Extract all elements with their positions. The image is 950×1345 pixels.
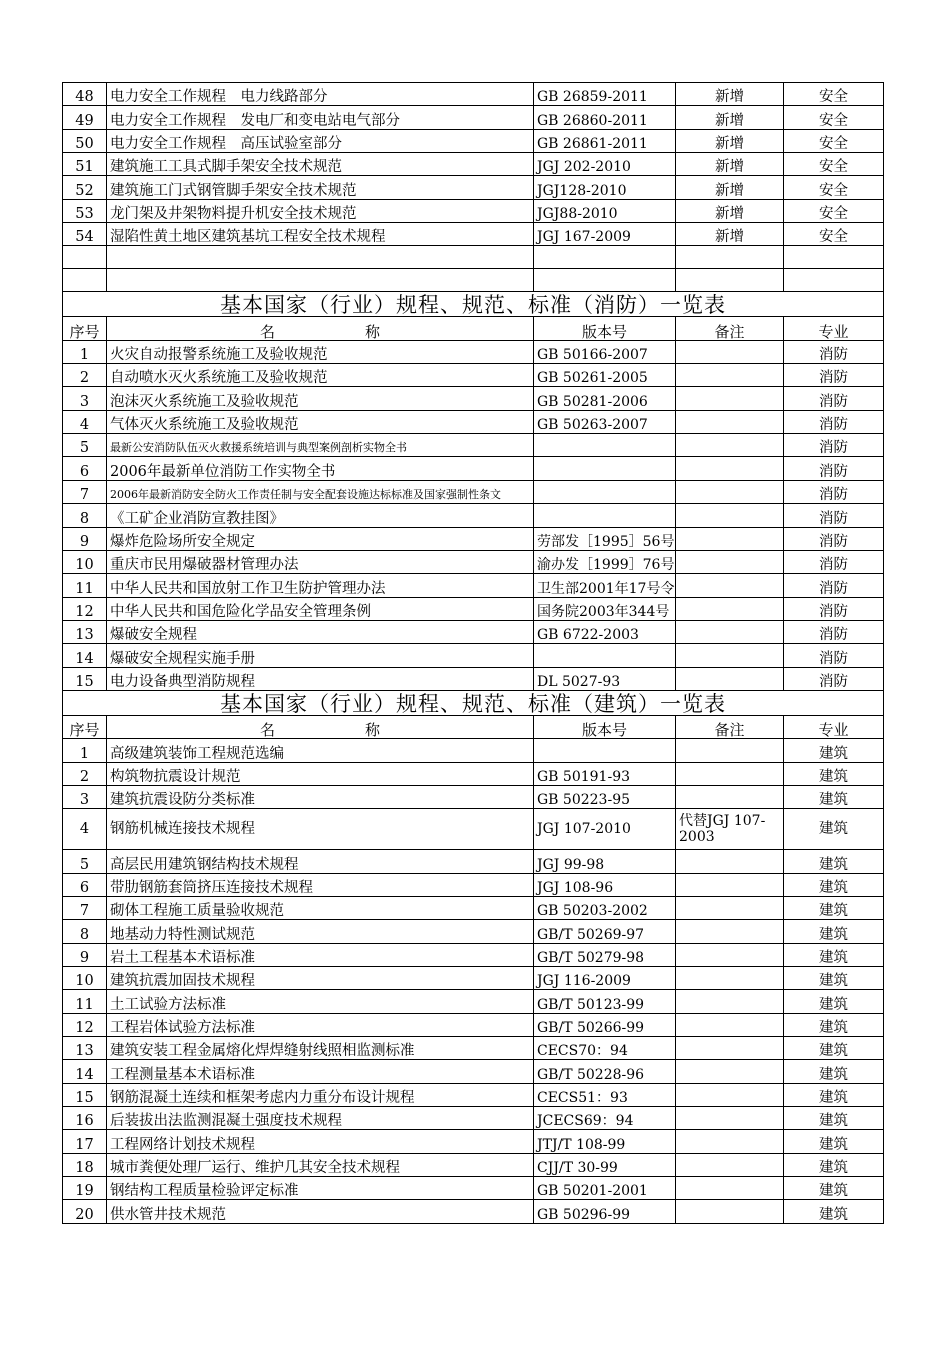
table-row	[63, 644, 884, 667]
table-row	[63, 1037, 884, 1060]
empty-cell	[676, 269, 784, 292]
table-row	[63, 106, 884, 129]
standard-name: 高层民用建筑钢结构技术规程	[107, 850, 534, 873]
standard-version: JTJ/T 108-99	[534, 1130, 676, 1153]
standard-category: 建筑	[784, 1013, 884, 1036]
empty-cell	[534, 269, 676, 292]
row-number: 48	[63, 83, 107, 106]
standard-category: 消防	[784, 434, 884, 457]
standard-name: 湿陷性黄土地区建筑基坑工程安全技术规程	[107, 223, 534, 246]
standard-category: 消防	[784, 667, 884, 690]
standard-name: 电力安全工作规程 高压试验室部分	[107, 129, 534, 152]
standard-name: 爆炸危险场所安全规定	[107, 527, 534, 550]
table-row	[63, 990, 884, 1013]
row-number: 51	[63, 153, 107, 176]
standard-note	[676, 1107, 784, 1130]
standard-category: 消防	[784, 527, 884, 550]
row-number: 7	[63, 480, 107, 503]
standard-category: 消防	[784, 340, 884, 363]
standard-name: 工程岩体试验方法标准	[107, 1013, 534, 1036]
standard-name: 构筑物抗震设计规范	[107, 762, 534, 785]
table-row	[63, 410, 884, 433]
standard-category: 建筑	[784, 1200, 884, 1223]
standard-name: 中华人民共和国放射工作卫生防护管理办法	[107, 574, 534, 597]
standard-name: 自动喷水灭火系统施工及验收规范	[107, 364, 534, 387]
standard-version: GB 26859-2011	[534, 83, 676, 106]
empty-cell	[63, 246, 107, 269]
standard-name: 电力安全工作规程 发电厂和变电站电气部分	[107, 106, 534, 129]
standard-note	[676, 597, 784, 620]
standard-category: 消防	[784, 410, 884, 433]
standard-version: 国务院2003年344号	[534, 597, 676, 620]
row-number: 20	[63, 1200, 107, 1223]
table-row	[63, 762, 884, 785]
standard-version: JGJ 107-2010	[534, 809, 676, 850]
row-number: 10	[63, 967, 107, 990]
standard-category: 建筑	[784, 920, 884, 943]
standard-version: JGJ 108-96	[534, 873, 676, 896]
standard-note	[676, 1083, 784, 1106]
standard-name: 2006年最新单位消防工作实物全书	[107, 457, 534, 480]
standard-category: 安全	[784, 129, 884, 152]
standard-version: CECS51：93	[534, 1083, 676, 1106]
standard-name: 建筑施工工具式脚手架安全技术规范	[107, 153, 534, 176]
standard-name: 火灾自动报警系统施工及验收规范	[107, 340, 534, 363]
standard-category: 安全	[784, 106, 884, 129]
table-row	[63, 340, 884, 363]
standard-category: 建筑	[784, 1107, 884, 1130]
standard-version: CJJ/T 30-99	[534, 1153, 676, 1176]
standard-name: 高级建筑装饰工程规范选编	[107, 739, 534, 762]
row-number: 6	[63, 457, 107, 480]
table-row	[63, 620, 884, 643]
row-number: 54	[63, 223, 107, 246]
standard-category: 建筑	[784, 1130, 884, 1153]
section-title-row	[63, 292, 884, 317]
standard-version: 渝办发［1999］76号	[534, 550, 676, 573]
header-note: 备注	[676, 715, 784, 738]
standard-name: 2006年最新消防安全防火工作责任制与安全配套设施达标标准及国家强制性条文	[107, 480, 534, 503]
standard-version: 劳部发［1995］56号	[534, 527, 676, 550]
standard-note	[676, 1130, 784, 1153]
standard-note	[676, 967, 784, 990]
empty-cell	[107, 246, 534, 269]
standard-name: 气体灭火系统施工及验收规范	[107, 410, 534, 433]
header-row	[63, 715, 884, 738]
row-number: 49	[63, 106, 107, 129]
standard-note	[676, 340, 784, 363]
table-row	[63, 457, 884, 480]
standard-name: 建筑安装工程金属熔化焊焊缝射线照相监测标准	[107, 1037, 534, 1060]
standard-version	[534, 480, 676, 503]
row-number: 14	[63, 644, 107, 667]
header-number: 序号	[63, 715, 107, 738]
standard-name: 土工试验方法标准	[107, 990, 534, 1013]
standard-category: 消防	[784, 597, 884, 620]
row-number: 8	[63, 504, 107, 527]
standard-note	[676, 762, 784, 785]
row-number: 4	[63, 809, 107, 850]
standard-note	[676, 1153, 784, 1176]
table-row	[63, 176, 884, 199]
standard-version: 卫生部2001年17号令	[534, 574, 676, 597]
standard-version	[534, 457, 676, 480]
standard-note: 新增	[676, 129, 784, 152]
table-row	[63, 1153, 884, 1176]
table-row	[63, 1130, 884, 1153]
table-row	[63, 896, 884, 919]
row-number: 5	[63, 434, 107, 457]
standard-note	[676, 410, 784, 433]
standard-note	[676, 527, 784, 550]
standard-version: JGJ 99-98	[534, 850, 676, 873]
standard-version: GB/T 50266-99	[534, 1013, 676, 1036]
header-name	[107, 317, 534, 340]
standard-note	[676, 574, 784, 597]
table-row	[63, 504, 884, 527]
standard-version: GB 50263-2007	[534, 410, 676, 433]
header-note: 备注	[676, 317, 784, 340]
standard-version	[534, 739, 676, 762]
standard-version: JGJ 202-2010	[534, 153, 676, 176]
standard-category: 消防	[784, 387, 884, 410]
standard-note	[676, 1200, 784, 1223]
header-category: 专业	[784, 317, 884, 340]
section-title-row	[63, 690, 884, 715]
standards-sheet	[62, 82, 883, 1224]
standard-name: 电力设备典型消防规程	[107, 667, 534, 690]
standard-note	[676, 943, 784, 966]
table-row	[63, 223, 884, 246]
header-version: 版本号	[534, 317, 676, 340]
standard-version: GB 6722-2003	[534, 620, 676, 643]
standard-name: 地基动力特性测试规范	[107, 920, 534, 943]
row-number: 3	[63, 785, 107, 808]
standard-version: JCECS69：94	[534, 1107, 676, 1130]
row-number: 2	[63, 364, 107, 387]
standard-note: 新增	[676, 153, 784, 176]
row-number: 4	[63, 410, 107, 433]
standard-note	[676, 364, 784, 387]
table-row	[63, 434, 884, 457]
header-name-text	[260, 324, 380, 340]
standard-note	[676, 896, 784, 919]
table-row	[63, 550, 884, 573]
row-number: 2	[63, 762, 107, 785]
standard-category: 建筑	[784, 762, 884, 785]
standard-category: 建筑	[784, 1177, 884, 1200]
table-row	[63, 1013, 884, 1036]
standard-name: 最新公安消防队伍灭火救援系统培训与典型案例剖析实物全书	[107, 434, 534, 457]
standard-note	[676, 457, 784, 480]
header-name-text	[260, 722, 380, 738]
row-number: 18	[63, 1153, 107, 1176]
row-number: 17	[63, 1130, 107, 1153]
standard-name: 建筑抗震设防分类标准	[107, 785, 534, 808]
standard-version: GB 50203-2002	[534, 896, 676, 919]
standard-note	[676, 1177, 784, 1200]
standard-category: 建筑	[784, 1060, 884, 1083]
standard-name: 建筑抗震加固技术规程	[107, 967, 534, 990]
table-row	[63, 873, 884, 896]
standard-name: 《工矿企业消防宣教挂图》	[107, 504, 534, 527]
section-title: 基本国家（行业）规程、规范、标准（建筑）一览表	[63, 690, 884, 715]
standard-version: GB 50191-93	[534, 762, 676, 785]
standard-name: 爆破安全规程实施手册	[107, 644, 534, 667]
row-number: 3	[63, 387, 107, 410]
table-row	[63, 667, 884, 690]
standard-category: 建筑	[784, 809, 884, 850]
header-name	[107, 715, 534, 738]
standard-name: 电力安全工作规程 电力线路部分	[107, 83, 534, 106]
empty-row	[63, 246, 884, 269]
table-row	[63, 574, 884, 597]
row-number: 15	[63, 667, 107, 690]
standard-category: 建筑	[784, 896, 884, 919]
standard-note	[676, 434, 784, 457]
row-number: 12	[63, 597, 107, 620]
section-title: 基本国家（行业）规程、规范、标准（消防）一览表	[63, 292, 884, 317]
row-number: 1	[63, 340, 107, 363]
standard-version: GB 50223-95	[534, 785, 676, 808]
standard-category: 安全	[784, 223, 884, 246]
standard-category: 建筑	[784, 739, 884, 762]
standard-version: GB/T 50269-97	[534, 920, 676, 943]
standard-category: 消防	[784, 620, 884, 643]
table-row	[63, 785, 884, 808]
standard-version: JGJ 116-2009	[534, 967, 676, 990]
empty-cell	[63, 269, 107, 292]
standard-category: 建筑	[784, 1153, 884, 1176]
table-row	[63, 1200, 884, 1223]
standard-version: GB 26861-2011	[534, 129, 676, 152]
standard-name: 后装拔出法监测混凝土强度技术规程	[107, 1107, 534, 1130]
standard-note	[676, 1060, 784, 1083]
standard-note	[676, 504, 784, 527]
standard-note	[676, 387, 784, 410]
empty-cell	[784, 269, 884, 292]
row-number: 9	[63, 527, 107, 550]
standard-note: 新增	[676, 176, 784, 199]
standard-note	[676, 739, 784, 762]
standard-category: 消防	[784, 364, 884, 387]
standard-name: 供水管井技术规范	[107, 1200, 534, 1223]
standard-note: 新增	[676, 199, 784, 222]
standard-note	[676, 920, 784, 943]
standard-version: GB 50281-2006	[534, 387, 676, 410]
header-name-char-a: 名	[260, 322, 318, 341]
standard-version: CECS70：94	[534, 1037, 676, 1060]
standard-name: 龙门架及井架物料提升机安全技术规范	[107, 199, 534, 222]
standard-category: 消防	[784, 574, 884, 597]
standard-note	[676, 620, 784, 643]
header-name-char-b: 称	[364, 322, 380, 341]
table-row	[63, 1177, 884, 1200]
standard-name: 钢筋混凝土连续和框架考虑内力重分布设计规程	[107, 1083, 534, 1106]
row-number: 12	[63, 1013, 107, 1036]
row-number: 1	[63, 739, 107, 762]
row-number: 7	[63, 896, 107, 919]
standard-note	[676, 1037, 784, 1060]
empty-cell	[784, 246, 884, 269]
row-number: 13	[63, 1037, 107, 1060]
standard-name: 建筑施工门式钢管脚手架安全技术规范	[107, 176, 534, 199]
table-row	[63, 597, 884, 620]
standard-name: 中华人民共和国危险化学品安全管理条例	[107, 597, 534, 620]
standard-name: 工程测量基本术语标准	[107, 1060, 534, 1083]
standard-category: 安全	[784, 83, 884, 106]
standard-note	[676, 667, 784, 690]
standard-name: 爆破安全规程	[107, 620, 534, 643]
row-number: 14	[63, 1060, 107, 1083]
standard-name: 泡沫灭火系统施工及验收规范	[107, 387, 534, 410]
standard-note	[676, 785, 784, 808]
row-number: 11	[63, 990, 107, 1013]
table-row	[63, 1083, 884, 1106]
table-row	[63, 199, 884, 222]
row-number: 50	[63, 129, 107, 152]
standard-category: 建筑	[784, 850, 884, 873]
standard-note	[676, 1013, 784, 1036]
standard-version: GB 50201-2001	[534, 1177, 676, 1200]
row-number: 6	[63, 873, 107, 896]
standard-version: GB/T 50279-98	[534, 943, 676, 966]
standard-name: 岩土工程基本术语标准	[107, 943, 534, 966]
standard-category: 消防	[784, 480, 884, 503]
standard-note: 新增	[676, 106, 784, 129]
standard-note: 新增	[676, 223, 784, 246]
standard-category: 安全	[784, 153, 884, 176]
standard-note	[676, 480, 784, 503]
standard-category: 消防	[784, 550, 884, 573]
standard-note	[676, 850, 784, 873]
row-number: 13	[63, 620, 107, 643]
standard-category: 消防	[784, 504, 884, 527]
standard-note	[676, 990, 784, 1013]
standard-version: JGJ128-2010	[534, 176, 676, 199]
standard-name: 工程网络计划技术规程	[107, 1130, 534, 1153]
standard-note	[676, 644, 784, 667]
empty-cell	[107, 269, 534, 292]
header-row	[63, 317, 884, 340]
standard-category: 建筑	[784, 1037, 884, 1060]
standard-note	[676, 550, 784, 573]
empty-cell	[534, 246, 676, 269]
table-row	[63, 1107, 884, 1130]
header-name-char-b: 称	[364, 721, 380, 739]
table-row	[63, 850, 884, 873]
row-number: 5	[63, 850, 107, 873]
standard-category: 建筑	[784, 967, 884, 990]
row-number: 11	[63, 574, 107, 597]
standard-name: 重庆市民用爆破器材管理办法	[107, 550, 534, 573]
standard-category: 安全	[784, 176, 884, 199]
standard-version: JGJ88-2010	[534, 199, 676, 222]
standard-version: GB 50296-99	[534, 1200, 676, 1223]
standard-category: 建筑	[784, 785, 884, 808]
standard-version: GB/T 50228-96	[534, 1060, 676, 1083]
standard-version	[534, 504, 676, 527]
standards-table	[62, 82, 884, 1224]
empty-row	[63, 269, 884, 292]
standard-category: 消防	[784, 457, 884, 480]
standard-version: GB 50166-2007	[534, 340, 676, 363]
standard-name: 城市粪便处理厂运行、维护几其安全技术规程	[107, 1153, 534, 1176]
standard-name: 带肋钢筋套筒挤压连接技术规程	[107, 873, 534, 896]
standard-version	[534, 434, 676, 457]
row-number: 10	[63, 550, 107, 573]
table-row	[63, 527, 884, 550]
standard-category: 建筑	[784, 873, 884, 896]
standard-name: 钢筋机械连接技术规程	[107, 809, 534, 850]
table-row	[63, 387, 884, 410]
table-row	[63, 364, 884, 387]
row-number: 53	[63, 199, 107, 222]
standard-category: 建筑	[784, 990, 884, 1013]
standard-note: 代替JGJ 107-2003	[676, 809, 784, 850]
standards-table-body	[63, 83, 884, 1224]
row-number: 19	[63, 1177, 107, 1200]
header-number: 序号	[63, 317, 107, 340]
row-number: 52	[63, 176, 107, 199]
table-row	[63, 129, 884, 152]
table-row	[63, 83, 884, 106]
standard-version: GB 26860-2011	[534, 106, 676, 129]
standard-category: 安全	[784, 199, 884, 222]
standard-version	[534, 644, 676, 667]
standard-version: DL 5027-93	[534, 667, 676, 690]
standard-category: 建筑	[784, 1083, 884, 1106]
table-row	[63, 943, 884, 966]
standard-note	[676, 873, 784, 896]
table-row	[63, 153, 884, 176]
table-row	[63, 920, 884, 943]
header-version: 版本号	[534, 715, 676, 738]
standard-name: 砌体工程施工质量验收规范	[107, 896, 534, 919]
standard-version: GB/T 50123-99	[534, 990, 676, 1013]
row-number: 9	[63, 943, 107, 966]
row-number: 16	[63, 1107, 107, 1130]
table-row	[63, 480, 884, 503]
standard-version: JGJ 167-2009	[534, 223, 676, 246]
table-row	[63, 809, 884, 850]
standard-category: 消防	[784, 644, 884, 667]
row-number: 15	[63, 1083, 107, 1106]
table-row	[63, 1060, 884, 1083]
standard-note: 新增	[676, 83, 784, 106]
standard-name: 钢结构工程质量检验评定标准	[107, 1177, 534, 1200]
table-row	[63, 739, 884, 762]
standard-category: 建筑	[784, 943, 884, 966]
row-number: 8	[63, 920, 107, 943]
header-category: 专业	[784, 715, 884, 738]
header-name-char-a: 名	[260, 721, 318, 739]
empty-cell	[676, 246, 784, 269]
table-row	[63, 967, 884, 990]
standard-version: GB 50261-2005	[534, 364, 676, 387]
